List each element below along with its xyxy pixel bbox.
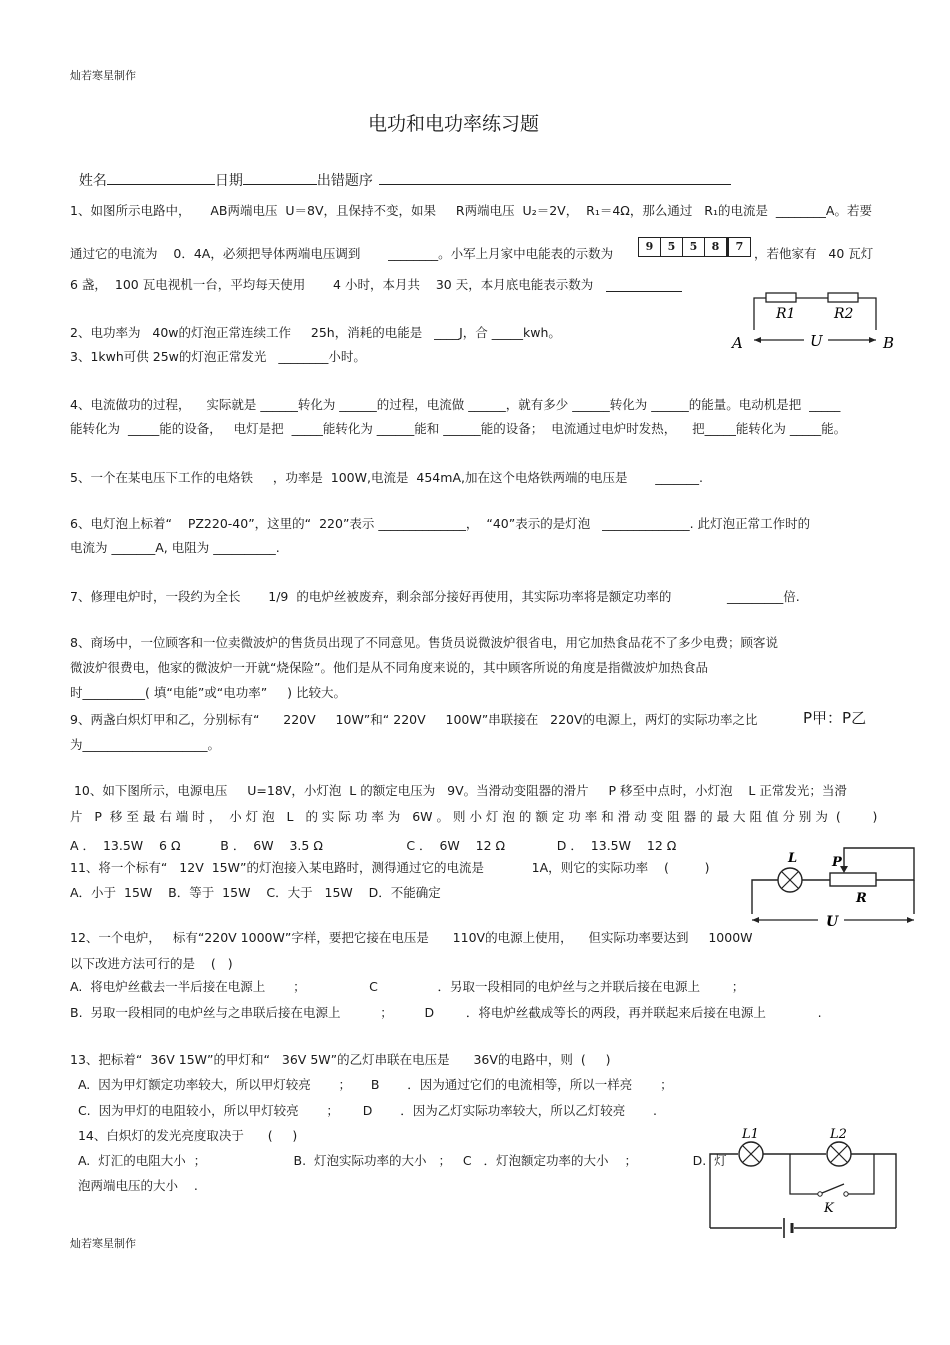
meter-display [638,237,751,257]
meter-digit: 5 [661,238,683,256]
meter-digit: 9 [639,238,661,256]
q12-line1: 12、一个电炉， 标有“220V 1000W”字样，要把它接在电压是 110V的电源上使用， 但实际功率要达到 1000W [70,930,753,945]
q11-line2: A．小于 15W B．等于 15W C．大于 15W D．不能确定 [70,885,441,900]
circuit-figure-3 [706,1124,908,1244]
page-header: 灿若寒星制作 [70,69,136,82]
q10-line1: 10、如下图所示，电源电压 U=18V，小灯泡 L 的额定电压为 9V。当滑动变阻器的滑片 P 移至中点时，小灯泡 L 正常发光；当滑 [70,783,847,798]
fig2-l: L [788,851,798,866]
q10-line2: 片 P 移 至 最 右 端 时 ， 小 灯 泡 L 的 实 际 功 率 为 6W 。 则 小 灯 泡 的 额 定 功 率 和 滑 动 变 阻 器 的 最 大 阻 值 分 别 为 ( ) [70,809,878,824]
fig3-l2: L2 [830,1127,847,1142]
q1-line2b: ，若他家有 40 瓦灯 [754,246,874,261]
fig1-r2: R2 [834,306,854,322]
circuit-figure-2 [748,844,920,930]
q12-line2: 以下改进方法可行的是 ( ) [70,956,233,971]
fig1-b: B [883,334,895,352]
q13-line3: C. 因为甲灯的电阻较小，所以甲灯较亮 ； D ．因为乙灯实际功率较大，所以乙灯较亮 . [70,1103,657,1118]
fig2-u: U [826,914,839,930]
q8-line2: 微波炉很费电，他家的微波炉一开就“烧保险”。他们是从不同角度来说的，其中顾客所说的角度是指微波炉加热食品 [70,660,708,675]
errors-label: 出错题序 [316,173,373,189]
q4-line2: 能转化为 _____能的设备， 电灯是把 _____能转化为 ______能和 ______能的设备； 电流通过电炉时发热， 把_____能转化为 _____能。 [70,421,847,436]
q1-blank [606,291,682,292]
q13-line2: A. 因为甲灯额定功率较大，所以甲灯较亮 ； B ．因为通过它们的电流相等，所以一样亮 ； [70,1077,673,1092]
info-line [70,156,731,189]
q4-line1: 4、电流做功的过程， 实际就是 ______转化为 ______的过程，电流做 ______，就有多少 ______转化为 ______的能量。电动机是把 _____ [70,397,841,412]
q5: 5、一个在某电压下工作的电烙铁 ，功率是 100W,电流是 454mA,加在这个电烙铁两端的电压是 _______. [70,470,704,485]
q10-line3: A ． 13.5W 6 Ω B ． 6W 3.5 Ω C ． 6W 12 Ω D ． 13.5W 12 Ω [70,838,677,853]
q14-line1: 14、白炽灯的发光亮度取决于 ( ) [70,1128,298,1143]
page-footer: 灿若寒星制作 [70,1237,136,1250]
q7: 7、修理电炉时，一段约为全长 1/9 的电炉丝被废弃，剩余部分接好再使用，其实际功率将是额定功率的 _________倍. [70,589,800,604]
q13-line1: 13、把标着“ 36V 15W”的甲灯和“ 36V 5W”的乙灯串联在电压是 36V的电路中，则 ( ) [70,1052,611,1067]
q1-line3: 6 盏， 100 瓦电视机一台，平均每天使用 4 小时，本月共 30 天，本月底电能表示数为 [70,277,594,292]
meter-digit: 5 [683,238,705,256]
date-label: 日期 [214,173,243,189]
name-blank[interactable] [107,172,215,185]
q8-line1: 8、商场中，一位顾客和一位卖微波炉的售货员出现了不同意见。售货员说微波炉很省电，用它加热食品花不了多少电费；顾客说 [70,635,778,650]
page-title: 电功和电功率练习题 [368,113,540,135]
fig1-u: U [810,332,823,350]
fig1-r1: R1 [776,306,796,322]
q9-ratio: P甲：P乙 [803,709,867,727]
q8-line3: 时__________( 填“电能”或“电功率” ) 比较大。 [70,685,346,700]
q14-line3: 泡两端电压的大小 . [70,1178,198,1193]
fig1-a: A [732,334,743,352]
q12-line4: B. 另取一段相同的电炉丝与之串联后接在电源上 ； D ．将电炉丝截成等长的两段，再并联起来后接在电源上 . [70,1005,822,1020]
q6-line1: 6、电灯泡上标着“ PZ220-40”，这里的“ 220”表示 ______________， “40”表示的是灯泡 ______________. 此灯泡正常工作时的 [70,516,811,531]
q12-line3: A. 将电炉丝截去一半后接在电源上 ； C ．另取一段相同的电炉丝与之并联后接在电源上 ； [70,979,745,994]
q14-line2: A. 灯汇的电阻大小 ； B. 灯泡实际功率的大小 ； C ．灯泡额定功率的大小 ； D. 灯 [70,1153,727,1168]
q1-line2: 通过它的电流为 0．4A，必须把导体两端电压调到 ________。小军上月家中电能表的示数为 [70,246,614,261]
q9-line2: 为____________________。 [70,737,221,752]
q9-line1: 9、两盏白炽灯甲和乙，分别标有“ 220V 10W”和“ 220V 100W”串联接在 220V的电源上，两灯的实际功率之比 [70,712,758,727]
q3: 3、1kwh可供 25w的灯泡正常发光 ________小时。 [70,349,366,364]
meter-digit: 7 [727,238,750,256]
q2: 2、电功率为 40w的灯泡正常连续工作 25h，消耗的电能是 ____J，合 _____kwh。 [70,325,561,340]
q6-line2: 电流为 _______A, 电阻为 __________. [70,540,280,555]
q1-line1: 1、如图所示电路中， AB两端电压 U＝8V，且保持不变，如果 R两端电压 U₂＝2V， R₁＝4Ω，那么通过 R₁的电流是 ________A。若要 [70,203,872,218]
name-label: 姓名 [78,173,107,189]
fig2-p: P [832,855,842,870]
errors-blank[interactable] [379,172,731,185]
fig3-l1: L1 [742,1127,759,1142]
fig2-r: R [856,891,867,906]
date-blank[interactable] [243,172,317,185]
meter-digit: 8 [705,238,727,256]
fig3-k: K [824,1201,834,1216]
q11-line1: 11、将一个标有“ 12V 15W”的灯泡接入某电路时，测得通过它的电流是 1A，则它的实际功率 ( ) [70,860,710,875]
circuit-figure-1 [726,286,904,358]
